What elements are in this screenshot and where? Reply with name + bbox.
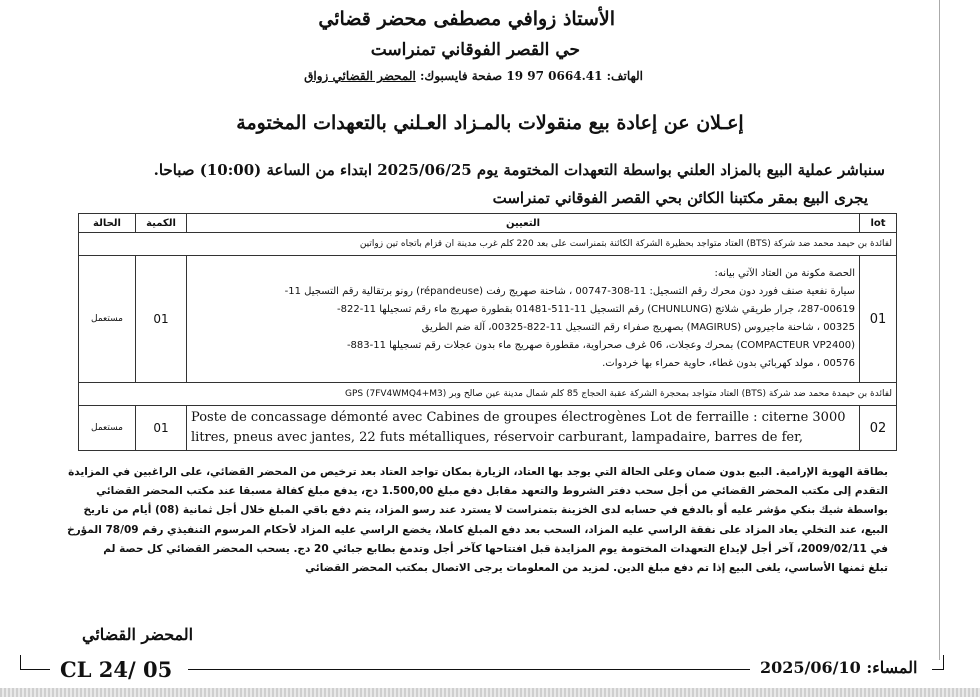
lot-row-2 bbox=[79, 406, 897, 451]
lot1-line: 00576 ، مولد كهربائي بدون غطاء، حاوية حمراء بها خردوات. bbox=[602, 358, 855, 369]
lot1-line: 00325 ، شاحنة ماجيروس (MAGIRUS) بصهريج صفراء رقم التسجيل 11-822-00325، آلة ضم الطريق bbox=[421, 322, 855, 333]
contact-prefix: الهاتف: 0664.41 97 19 صفحة فايسبوك: bbox=[415, 69, 643, 83]
page-margin-line bbox=[939, 0, 940, 660]
lot2-line-1: Poste de concassage démonté avec Cabines de groupes électrogènes Lot de ferraille : citerne 3000 bbox=[191, 410, 846, 425]
footer-date: المساء: 2025/06/10 bbox=[760, 658, 918, 677]
beneficiary-row-2 bbox=[79, 383, 897, 406]
sale-date-line: سنباشر عملية البيع بالمزاد العلني بواسطة التعهدات المختومة يوم 2025/06/25 ابتداء من الساعة (10:00) صباحا. bbox=[153, 161, 885, 179]
lot-number-2: 02 bbox=[860, 406, 897, 451]
header-quantity: الكمية bbox=[136, 214, 187, 233]
footer-rule-left bbox=[20, 669, 50, 670]
footer-rule bbox=[188, 669, 750, 670]
conditions-line: التقدم إلى مكتب المحضر القضائي من أجل سحب دفتر الشروط والتعهد مقابل دفع مبلغ 1.500,00 دج، يدفع مبلغ كفالة مسبقا عند مكتب المحضر القضائي bbox=[96, 485, 888, 498]
lot1-line: (COMPACTEUR VP2400) بمحرك وعجلات، 06 غرف صحراوية، مقطورة صهريج ماء بدون عجلات رقم تسجيلها 11-883- bbox=[346, 340, 855, 351]
sale-location-line: يجرى البيع بمقر مكتبنا الكائن بحي القصر الفوقاني تمنراست bbox=[492, 189, 868, 207]
contact-info bbox=[304, 69, 643, 83]
lot-condition-2: مستعمل bbox=[79, 406, 136, 451]
lot1-line: الحصة مكونة من العتاد الآتي بيانه: bbox=[714, 268, 855, 279]
lot-condition-1: مستعمل bbox=[79, 256, 136, 383]
sale-conditions bbox=[68, 463, 888, 578]
conditions-line: في 2009/02/11، آخر أجل لإيداع التعهدات المختومة يوم المزايدة قبل افتتاحها كآخر أجل وتدمغ بطابع جبائي 20 دج. يسحب المحضر القضائي كل حصة لم bbox=[103, 542, 888, 555]
lots-table bbox=[78, 213, 897, 451]
lot-number-1: 01 bbox=[860, 256, 897, 383]
lot-row-1 bbox=[79, 256, 897, 383]
table-header-row bbox=[79, 214, 897, 233]
conditions-line: بطاقة الهوية الإرامية. البيع بدون ضمان وعلى الحالة التي يوجد بها العتاد، الزيارة بمكان تواجد العتاد بعد ترخيص من المحضر القضائي، على الراغبين في المزايدة bbox=[68, 466, 888, 478]
header-lot: lot bbox=[860, 214, 897, 233]
facebook-page-link[interactable]: المحضر القضائي زواق bbox=[304, 69, 416, 83]
announcement-title: إعـلان عن إعادة بيع منقولات بالمـزاد العـلني بالتعهدات المختومة bbox=[236, 112, 744, 134]
conditions-line: تبلغ ثمنها الأساسي، يلغى البيع إذا تم دفع مبلغ الدين. لمزيد من المعلومات يرجى الاتصال بمكتب المحضر القضائي bbox=[305, 562, 888, 575]
lot1-line: سيارة نفعية صنف فورد دون محرك رقم التسجيل: 11-308-00747 ، شاحنة صهريج رفت (répandeuse) رونو برتقالية رقم التسجيل 11- bbox=[284, 286, 855, 297]
lot-quantity-2: 01 bbox=[136, 406, 187, 451]
office-address: حي القصر الفوقاني تمنراست bbox=[370, 40, 580, 60]
scan-edge-strip bbox=[0, 688, 980, 697]
footer-tick-left bbox=[20, 655, 21, 670]
conditions-line: بواسطة شيك بنكي مؤشر عليه أو بالدفع في حسابه لدى الخزينة بتمنراست لا يسترد عند رسو المزاد، يتم دفع باقي المبلغ خلال أجل ثمانية (08) أيام من تاريخ bbox=[83, 504, 888, 517]
lot2-line-2: litres, pneus avec jantes, 22 futs métalliques, réservoir carburant, lampadaire, barres de fer, bbox=[191, 430, 804, 446]
lot-description-1 bbox=[187, 256, 860, 383]
lot-description-2 bbox=[187, 406, 860, 451]
conditions-line: البيع، عند التخلي يعاد المزاد على نفقة الراسي عليه المزاد، السحب بعد دفع المبلغ كاملا، يخضع الراسي عليه المزاد لأحكام المرسوم التنفيذي رقم 78/09 المؤرخ bbox=[67, 523, 888, 536]
signature-title: المحضر القضائي bbox=[82, 625, 194, 644]
footer-tick-right bbox=[943, 655, 944, 670]
beneficiary-text-1: لفائدة بن حيمد محمد ضد شركة (BTS) العتاد متواجد بحظيرة الشركة الكائنة بتمنراست على بعد 220 كلم غرب مدينة ان قزام باتجاه تين زواتين bbox=[79, 233, 897, 256]
header-designation: التعيين bbox=[187, 214, 860, 233]
lot-quantity-1: 01 bbox=[136, 256, 187, 383]
header-condition: الحالة bbox=[79, 214, 136, 233]
bailiff-name: الأستاذ زوافي مصطفى محضر قضائي bbox=[318, 8, 615, 30]
beneficiary-text-2: لفائدة بن حيمدة محمد ضد شركة (BTS) العتاد متواجد بمحجرة الشركة عقبة الحجاج 85 كلم شمال مدينة عين صالح وبر GPS (7FV4WMQ4+M3) bbox=[79, 383, 897, 406]
lot1-line: 287-00619، جرار طريقي شلاتج (CHUNLUNG) رقم التسجيل 11-511-01481 بقطورة صهريج ماء رقم تسجيلها 11-822- bbox=[337, 304, 855, 315]
beneficiary-row-1 bbox=[79, 233, 897, 256]
reference-number: CL 24/ 05 bbox=[60, 657, 173, 682]
